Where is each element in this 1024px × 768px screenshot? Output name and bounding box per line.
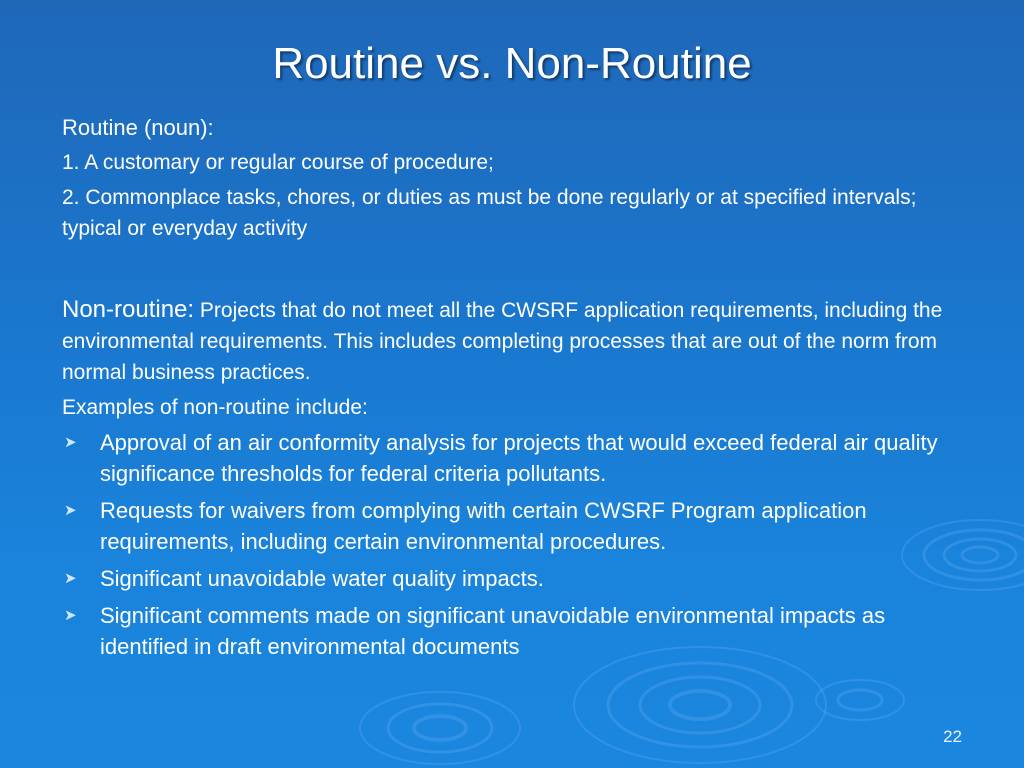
list-item: [62, 563, 972, 594]
bullet-text: Significant comments made on significant unavoidable environmental impacts as identified in draft environmental documents: [100, 603, 886, 659]
arrow-bullet-icon: ➤: [64, 607, 77, 624]
bullet-text: Requests for waivers from complying with certain CWSRF Program application requirements, including certain environmental procedures.: [100, 498, 867, 554]
examples-intro: Examples of non-routine include:: [62, 396, 368, 419]
page-number: 22: [943, 727, 962, 746]
nonroutine-definition: [62, 294, 972, 388]
routine-definition-2: 2. Commonplace tasks, chores, or duties as must be done regularly or at specified intervals; typical or everyday activity: [62, 186, 917, 240]
examples-list: [62, 427, 972, 662]
routine-heading: Routine (noun):: [62, 115, 214, 140]
slide-body: [62, 112, 972, 668]
list-item: [62, 600, 972, 662]
nonroutine-text: Projects that do not meet all the CWSRF application requirements, including the environmental requirements. This includes completing processes that are out of the norm from normal business practices.: [62, 299, 943, 384]
routine-definition-1: 1. A customary or regular course of procedure;: [62, 151, 494, 174]
slide-title: Routine vs. Non-Routine: [272, 39, 752, 88]
arrow-bullet-icon: ➤: [64, 434, 77, 451]
list-item: [62, 495, 972, 557]
nonroutine-label: Non-routine:: [62, 296, 195, 323]
bullet-text: Approval of an air conformity analysis for projects that would exceed federal air quality significance thresholds for federal criteria pollutants.: [100, 430, 938, 486]
arrow-bullet-icon: ➤: [64, 502, 77, 519]
arrow-bullet-icon: ➤: [64, 570, 77, 587]
list-item: [62, 427, 972, 489]
bullet-text: Significant unavoidable water quality impacts.: [100, 566, 544, 591]
